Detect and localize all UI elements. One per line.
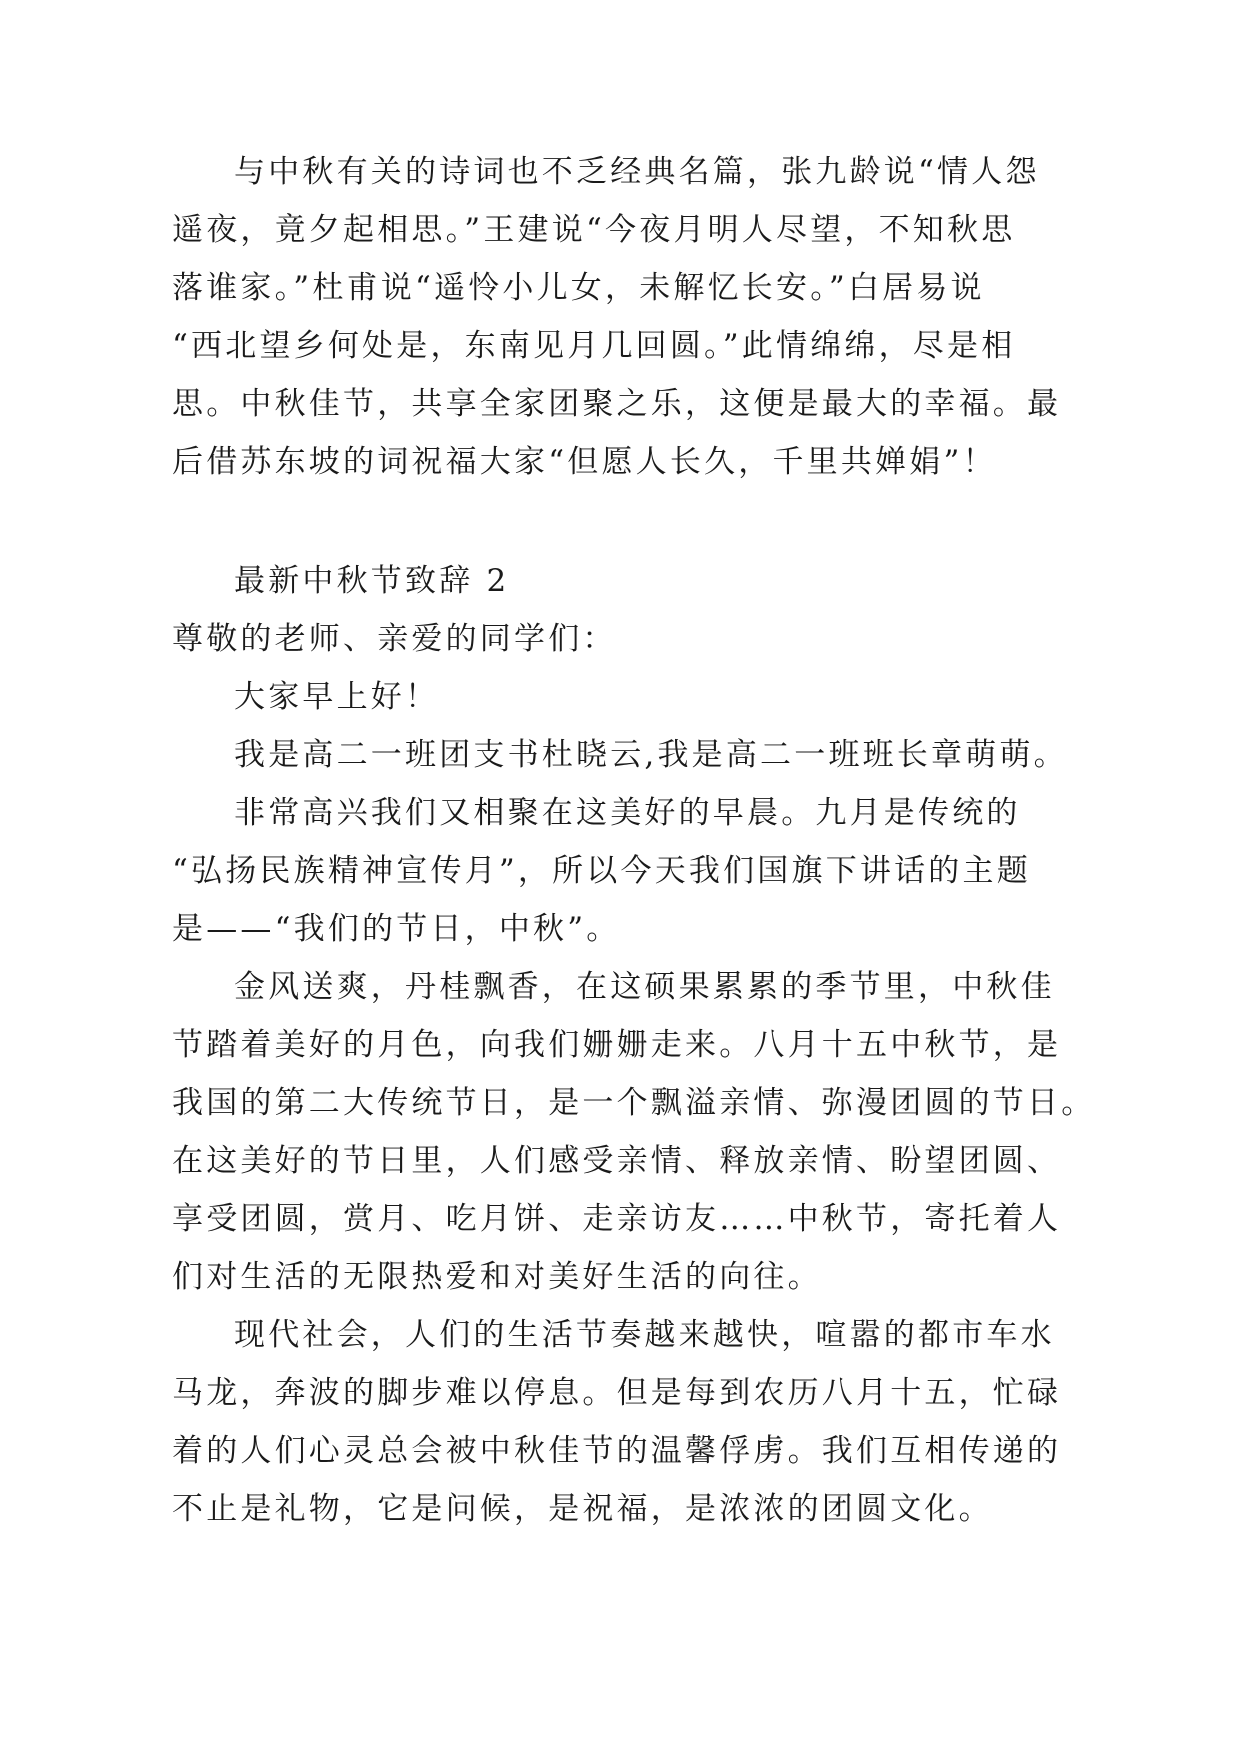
paragraph-line: 不止是礼物，它是问候，是祝福，是浓浓的团圆文化。: [172, 1491, 993, 1527]
poem-paragraph-line: 与中秋有关的诗词也不乏经典名篇，张九龄说“情人怨: [234, 154, 1040, 190]
paragraph-line: 在这美好的节日里，人们感受亲情、释放亲情、盼望团圆、: [172, 1143, 1062, 1179]
intro-line: 我是高二一班团支书杜晓云,我是高二一班班长章萌萌。: [234, 737, 1068, 773]
greeting: 大家早上好！: [234, 679, 440, 715]
poem-paragraph-line: 落谁家。”杜甫说“遥怜小儿女，未解忆长安。”白居易说: [172, 270, 985, 306]
paragraph-line: 现代社会，人们的生活节奏越来越快，喧嚣的都市车水: [234, 1317, 1055, 1353]
paragraph-line: 是——“我们的节日，中秋”。: [172, 911, 621, 947]
paragraph-line: 非常高兴我们又相聚在这美好的早晨。九月是传统的: [234, 795, 1021, 831]
salutation: 尊敬的老师、亲爱的同学们：: [172, 621, 617, 657]
paragraph-line: 马龙，奔波的脚步难以停息。但是每到农历八月十五，忙碌: [172, 1375, 1062, 1411]
poem-paragraph-line: 遥夜，竟夕起相思。”王建说“今夜月明人尽望，不知秋思: [172, 212, 1016, 248]
paragraph-line: 金风送爽，丹桂飘香，在这硕果累累的季节里，中秋佳: [234, 969, 1055, 1005]
poem-paragraph-line: 后借苏东坡的词祝福大家“但愿人长久，千里共婵娟”！: [172, 444, 997, 480]
poem-paragraph-line: 思。中秋佳节，共享全家团聚之乐，这便是最大的幸福。最: [172, 386, 1062, 422]
paragraph-line: 我国的第二大传统节日，是一个飘溢亲情、弥漫团圆的节日。: [172, 1085, 1096, 1121]
paragraph-line: 们对生活的无限热爱和对美好生活的向往。: [172, 1259, 822, 1295]
paragraph-line: “弘扬民族精神宣传月”，所以今天我们国旗下讲话的主题: [172, 853, 1031, 889]
paragraph-line: 着的人们心灵总会被中秋佳节的温馨俘虏。我们互相传递的: [172, 1433, 1062, 1469]
paragraph-line: 享受团圆，赏月、吃月饼、走亲访友……中秋节，寄托着人: [172, 1201, 1062, 1237]
paragraph-line: 节踏着美好的月色，向我们姗姗走来。八月十五中秋节，是: [172, 1027, 1062, 1063]
section-title: 最新中秋节致辞 2: [234, 563, 510, 599]
poem-paragraph-line: “西北望乡何处是，东南见月几回圆。”此情绵绵，尽是相: [172, 328, 1016, 364]
